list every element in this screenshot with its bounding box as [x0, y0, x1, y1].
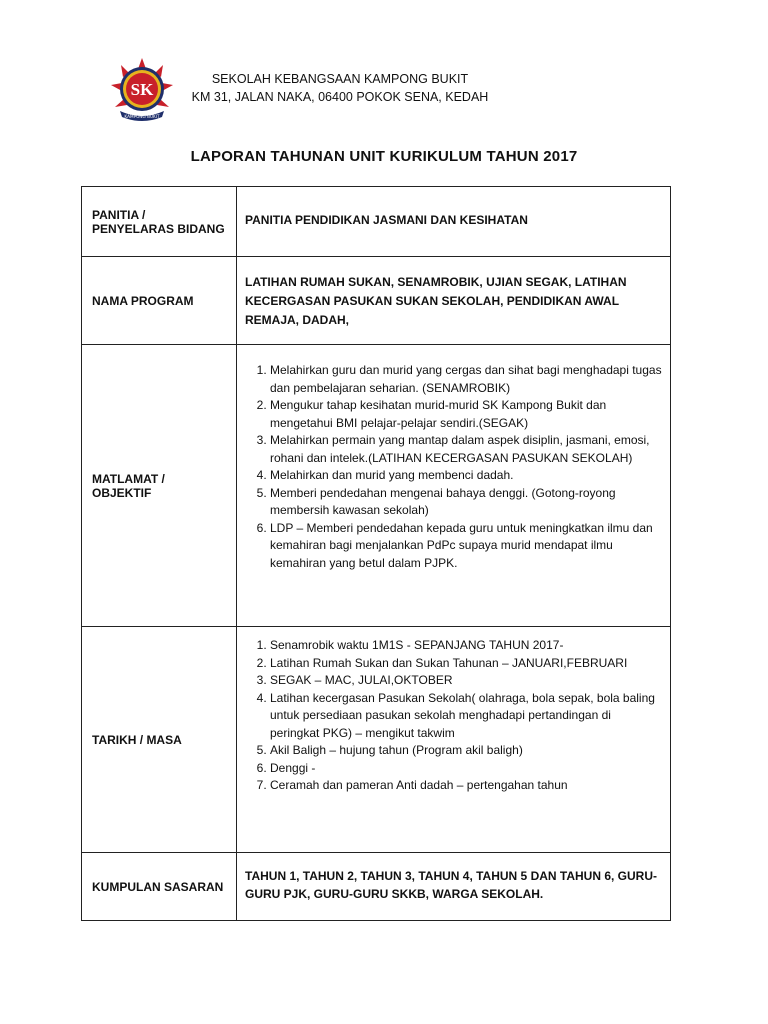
- label-objektif-line1: MATLAMAT /: [92, 471, 165, 486]
- row-sasaran: [82, 853, 671, 921]
- school-logo: [107, 57, 177, 125]
- row-objektif: [82, 345, 671, 627]
- value-panitia: PANITIA PENDIDIKAN JASMANI DAN KESIHATAN: [237, 187, 671, 257]
- objektif-item: 4. Melahirkan dan murid yang membenci dadah.: [270, 467, 662, 485]
- logo-ribbon-text: KAMPONG BUKIT: [124, 114, 160, 119]
- label-sasaran: KUMPULAN SASARAN: [82, 853, 237, 921]
- label-objektif-line2: OBJEKTIF: [92, 485, 152, 500]
- value-tarikh: [237, 627, 671, 853]
- objektif-item: 2. Mengukur tahap kesihatan murid-murid SK Kampong Bukit dan mengetahui BMI pelajar-pelajar sendiri.(SEGAK): [270, 397, 662, 432]
- row-panitia: [82, 187, 671, 257]
- tarikh-item: 3. SEGAK – MAC, JULAI,OKTOBER: [270, 672, 662, 690]
- tarikh-item: 7. Ceramah dan pameran Anti dadah – pertengahan tahun: [270, 777, 662, 795]
- school-name: SEKOLAH KEBANGSAAN KAMPONG BUKIT: [211, 72, 469, 86]
- objektif-list: [245, 362, 662, 572]
- school-header: [180, 70, 500, 106]
- objektif-item: 1. Melahirkan guru dan murid yang cergas dan sihat bagi menghadapi tugas dan pembelajaran seharian. (SENAMROBIK): [270, 362, 662, 397]
- label-program: NAMA PROGRAM: [82, 257, 237, 345]
- value-objektif: [237, 345, 671, 627]
- school-address: KM 31, JALAN NAKA, 06400 POKOK SENA, KEDAH: [191, 90, 489, 104]
- label-objektif: [82, 345, 237, 627]
- tarikh-list: [245, 637, 662, 795]
- label-panitia: [82, 187, 237, 257]
- tarikh-item: 5. Akil Baligh – hujung tahun (Program akil baligh): [270, 742, 662, 760]
- tarikh-item: 2. Latihan Rumah Sukan dan Sukan Tahunan – JANUARI,FEBRUARI: [270, 655, 662, 673]
- report-title: LAPORAN TAHUNAN UNIT KURIKULUM TAHUN 2017: [190, 148, 578, 165]
- value-program: LATIHAN RUMAH SUKAN, SENAMROBIK, UJIAN SEGAK, LATIHAN KECERGASAN PASUKAN SUKAN SEKOLAH, PENDIDIKAN AWAL REMAJA, DADAH,: [237, 257, 671, 345]
- objektif-item: 3. Melahirkan permain yang mantap dalam aspek disiplin, jasmani, emosi, rohani dan intelek.(LATIHAN KECERGASAN PASUKAN SEKOLAH): [270, 432, 662, 467]
- label-tarikh: TARIKH / MASA: [82, 627, 237, 853]
- value-sasaran: TAHUN 1, TAHUN 2, TAHUN 3, TAHUN 4, TAHUN 5 DAN TAHUN 6, GURU-GURU PJK, GURU-GURU SKKB, WARGA SEKOLAH.: [237, 853, 671, 921]
- row-program: [82, 257, 671, 345]
- row-tarikh: [82, 627, 671, 853]
- logo-initials: SK: [130, 80, 154, 99]
- objektif-item: 6. LDP – Memberi pendedahan kepada guru untuk meningkatkan ilmu dan kemahiran bagi menjalankan PdPc supaya murid mendapat ilmu kemahiran yang betul dalam PJPK.: [270, 520, 662, 573]
- label-panitia-line2: PENYELARAS BIDANG: [92, 221, 225, 236]
- tarikh-item: 6. Denggi -: [270, 760, 662, 778]
- objektif-item: 5. Memberi pendedahan mengenai bahaya denggi. (Gotong-royong membersih kawasan sekolah): [270, 485, 662, 520]
- tarikh-item: 1. Senamrobik waktu 1M1S - SEPANJANG TAHUN 2017-: [270, 637, 662, 655]
- tarikh-item: 4. Latihan kecergasan Pasukan Sekolah( olahraga, bola sepak, bola baling untuk persediaan pasukan sekolah menghadapi pertandingan di peringkat PKG) – mengikut takwim: [270, 690, 662, 743]
- report-table: [81, 186, 671, 921]
- label-panitia-line1: PANITIA /: [92, 207, 146, 222]
